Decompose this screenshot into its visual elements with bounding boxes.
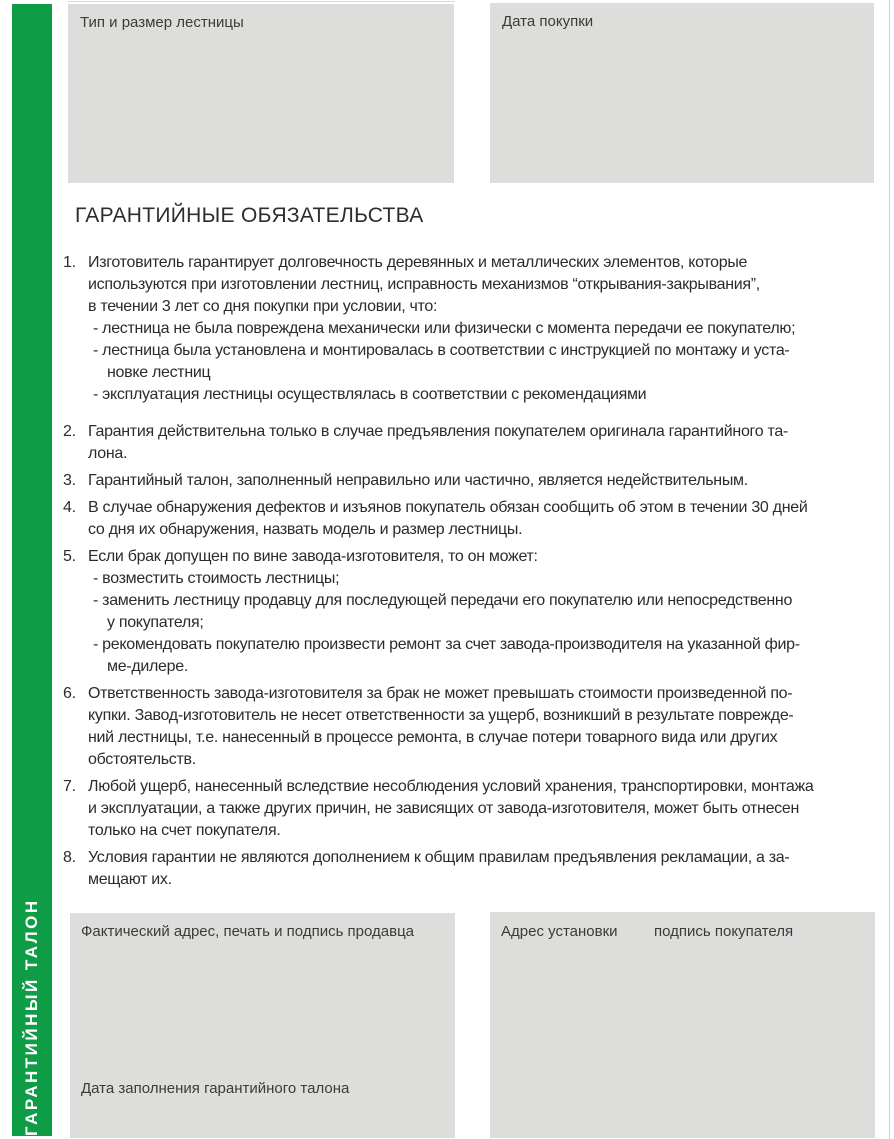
term-text [88,470,881,492]
term-line: обстоятельств. [88,751,196,768]
term-line: и эксплуатации, а также других причин, не зависящих от завода-изготовителя, может быть отнесен [88,800,800,817]
sidebar-vertical-title: ГАРАНТИЙНЫЙ ТАЛОН [22,898,41,1136]
term-text [88,683,881,771]
term-number: 4. [63,499,76,516]
field-ladder-type-size [68,4,454,183]
warranty-term [63,421,881,465]
seller-address-label: Фактический адрес, печать и подпись продавца [81,923,415,940]
term-line: ме-дилере. [107,658,188,675]
term-line: в течении 3 лет со дня покупки при условии, что: [88,298,438,315]
term-number: 5. [63,548,76,565]
term-line: купки. Завод-изготовитель не несет ответственности за ущерб, возникший в результате поврежде- [88,707,794,724]
term-number: 1. [63,254,76,271]
term-line: используются при изготовлении лестниц, исправность механизмов “открывания-закрывания”, [88,276,760,293]
term-line: со дня их обнаружения, назвать модель и размер лестницы. [88,521,523,538]
term-line: - лестница не была повреждена механически или физически с момента передачи ее покупателю; [93,320,796,337]
fill-date-label: Дата заполнения гарантийного талона [81,1080,350,1097]
term-line: мещают их. [88,871,172,888]
term-line: Изготовитель гарантирует долговечность деревянных и металлических элементов, которые [88,254,748,271]
term-line: только на счет покупателя. [88,822,281,839]
buyer-signature-label: подпись покупателя [654,923,794,940]
term-line: В случае обнаружения дефектов и изъянов покупатель обязан сообщить об этом в течении 30 дней [88,499,808,516]
warranty-term [63,776,881,842]
field-installation-address [490,912,875,1138]
warranty-term [63,497,881,541]
term-number: 2. [63,423,76,440]
warranty-terms-list [63,252,881,896]
term-text [88,546,881,678]
warranty-term [63,546,881,678]
warranty-term [63,847,881,891]
term-text [88,252,881,406]
term-line: у покупателя; [107,614,204,631]
term-line: - заменить лестницу продавцу для последующей передачи его покупателю или непосредственно [93,592,793,609]
warranty-term [63,683,881,771]
term-line: - эксплуатация лестницы осуществлялась в соответствии с рекомендациями [93,386,647,403]
warranty-term [63,252,881,406]
term-line: Ответственность завода-изготовителя за брак не может превышать стоимости произведенной по- [88,685,793,702]
page-top-edge-line [68,1,455,2]
term-line: - возместить стоимость лестницы; [93,570,340,587]
field-purchase-date [490,3,874,183]
term-line: - рекомендовать покупателю произвести ремонт за счет завода-производителя на указанной фир- [93,636,800,653]
sidebar-band [12,4,52,1136]
term-number: 6. [63,685,76,702]
term-text [88,776,881,842]
term-line: лона. [88,445,128,462]
term-line: Любой ущерб, нанесенный вследствие несоблюдения условий хранения, транспортировки, монтажа [88,778,814,795]
term-number: 7. [63,778,76,795]
installation-address-label: Адрес установки [501,923,618,940]
term-line: Условия гарантии не являются дополнением к общим правилам предъявления рекламации, а за- [88,849,790,866]
term-text [88,497,881,541]
term-line: ний лестницы, т.е. нанесенный в процессе ремонта, в случае потери товарного вида или других [88,729,778,746]
ladder-type-size-label: Тип и размер лестницы [80,14,244,31]
term-line: Гарантия действительна только в случае предъявления покупателем оригинала гарантийного та- [88,423,788,440]
field-seller-address [70,913,455,1138]
term-line: Если брак допущен по вине завода-изготовителя, то он может: [88,548,538,565]
term-line: - лестница была установлена и монтировалась в соответствии с инструкцией по монтажу и уста- [93,342,790,359]
term-number: 8. [63,849,76,866]
section-title: ГАРАНТИЙНЫЕ ОБЯЗАТЕЛЬСТВА [75,204,424,227]
warranty-term [63,470,881,492]
term-number: 3. [63,472,76,489]
term-line: Гарантийный талон, заполненный неправильно или частично, является недействительным. [88,472,748,489]
page-right-edge-line [889,0,890,1139]
term-line: новке лестниц [107,364,211,381]
term-text [88,847,881,891]
term-text [88,421,881,465]
purchase-date-label: Дата покупки [502,13,594,30]
